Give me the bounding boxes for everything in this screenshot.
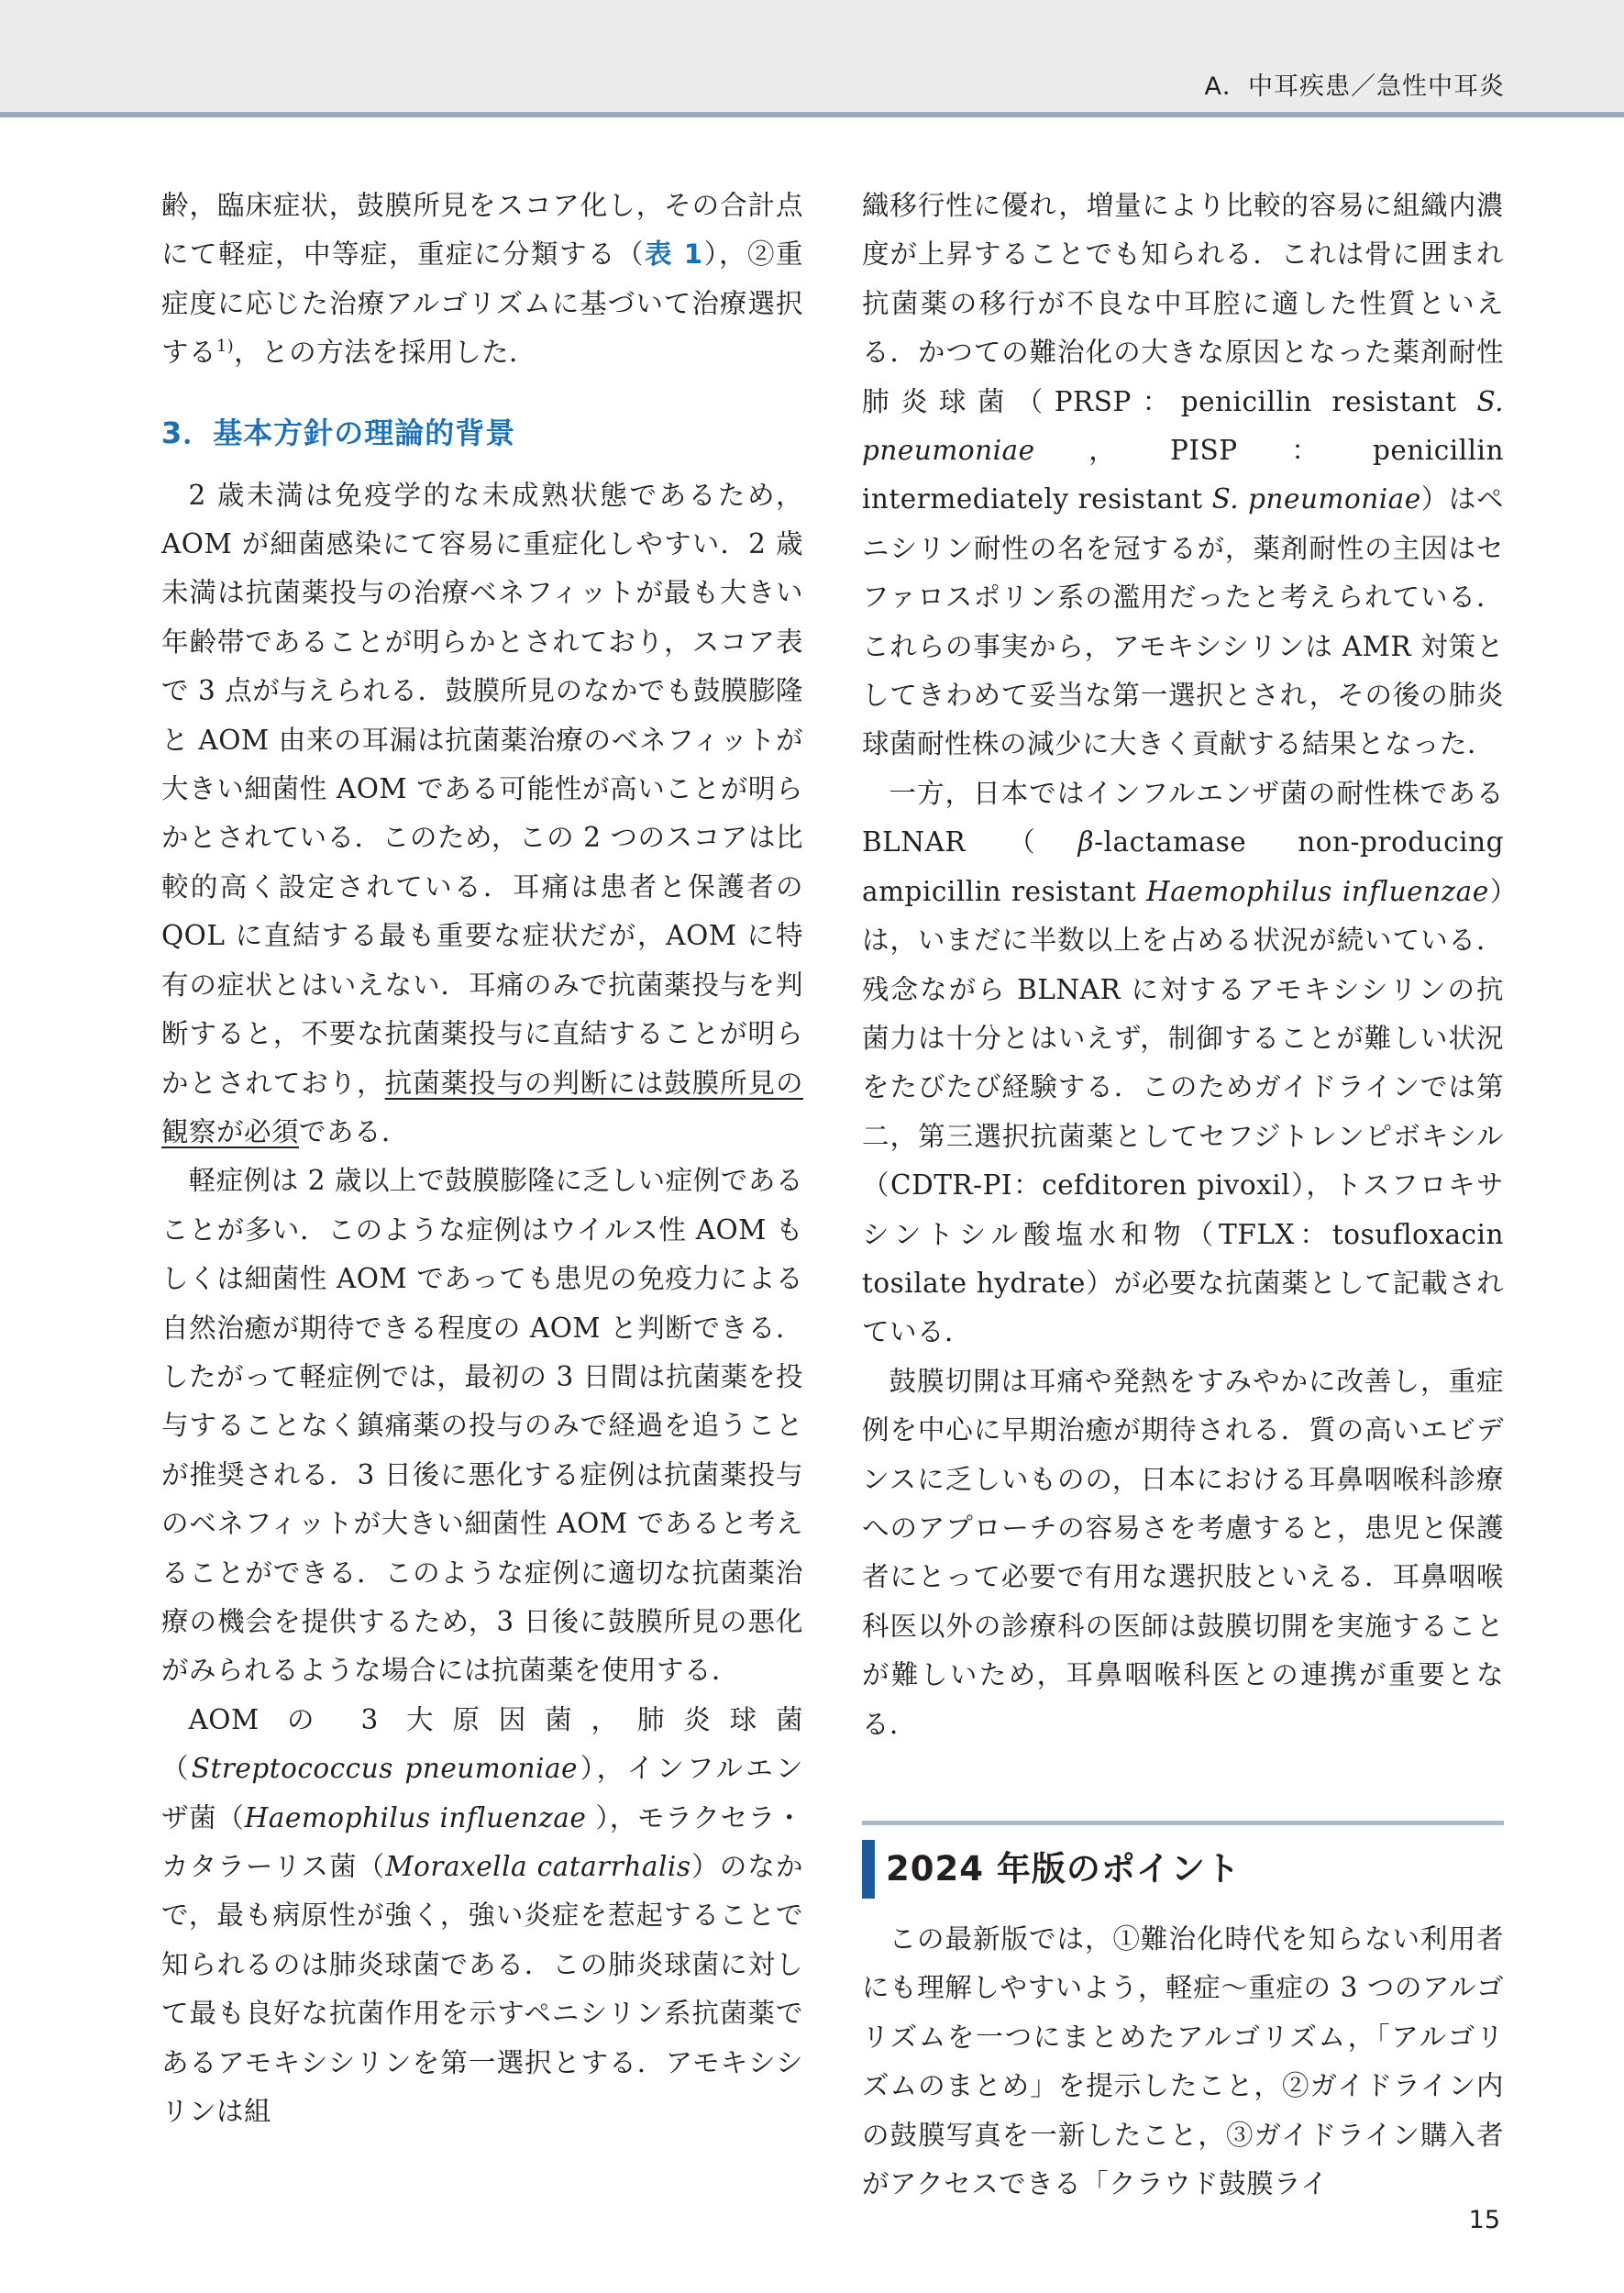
- left-column: [161, 182, 803, 2136]
- text-run: ）のなかで，最も病原性が強く，強い炎症を惹起することで知られるのは肺炎球菌である．この肺炎球菌に対して最も良好な抗菌作用を示すペニシリン系抗菌薬であるアモキシシリンを第一選択とする．アモキシシリンは組: [161, 1851, 803, 2128]
- point-accent-bar: [862, 1840, 875, 1899]
- underlined-key-sentence: 抗菌薬投与の判断には鼓膜所見の観察が必須: [161, 1067, 803, 1147]
- right-paragraph-3: 鼓膜切開は耳痛や発熱をすみやかに改善し，重症例を中心に早期治癒が期待される．質の高いエビデンスに乏しいものの，日本における耳鼻咽喉科診療へのアプローチの容易さを考慮すると，患児と保護者にとって必要で有用な選択肢といえる．耳鼻咽喉科医以外の診療科の医師は鼓膜切開を実施することが難しいため，耳鼻咽喉科医との連携が重要となる．: [862, 1365, 1504, 1740]
- text-run: -lactamase non-producing ampicillin resistant: [862, 826, 1504, 907]
- species-name: Streptococcus pneumoniae: [191, 1753, 579, 1785]
- text-run: ），インフルエンザ菌（: [161, 1753, 803, 1833]
- point-title: 2024 年版のポイント: [886, 1849, 1241, 1889]
- point-box: [862, 1821, 1504, 1899]
- beta-symbol: β: [1077, 826, 1095, 858]
- table-1-reference[interactable]: 表 1: [644, 238, 703, 271]
- species-name: Haemophilus influenzae: [244, 1801, 587, 1833]
- right-paragraph-2: [862, 770, 1504, 1357]
- running-head: A．中耳疾患／急性中耳炎: [1204, 72, 1505, 101]
- right-paragraph-1: [862, 182, 1504, 770]
- right-paragraph-4: この最新版では，①難治化時代を知らない利用者にも理解しやすいよう，軽症～重症の 3 つのアルゴリズムを一つにまとめたアルゴリズム，「アルゴリズムのまとめ」を提示したこと，②ガイドライン内の鼓膜写真を一新したこと，③ガイドライン購入者がアクセスできる「クラウド鼓膜ライ: [862, 1923, 1504, 2200]
- text-run: ，PISP：penicillin intermediately resistant: [862, 435, 1504, 515]
- text-run: 一方，日本ではインフルエンザ菌の耐性株である BLNAR（: [862, 777, 1504, 858]
- left-paragraph-1: [161, 182, 803, 378]
- species-name: Haemophilus influenzae: [1146, 875, 1489, 907]
- text-run: ）はペニシリン耐性の名を冠するが，薬剤耐性の主因はセファロスポリン系の濫用だったと考えられている．これらの事実から，アモキシシリンは AMR 対策としてきわめて妥当な第一選択とされ，その後の肺炎球菌耐性株の減少に大きく貢献する結果となった．: [862, 483, 1504, 760]
- citation-superscript[interactable]: 1): [216, 338, 235, 357]
- left-paragraph-4: [161, 1696, 803, 2137]
- text-run: ）は，いまだに半数以上を占める状況が続いている．残念ながら BLNAR に対するアモキシシリンの抗菌力は十分とはいえず，制御することが難しい状況をたびたび経験する．このためガイドラインでは第二，第三選択抗菌薬としてセフジトレンピボキシル（CDTR-PI：cefditoren pivoxil），トスフロキサシントシル酸塩水和物（TFLX：tosufloxacin tosilate hydrate）が必要な抗菌薬として記載されている．: [862, 875, 1504, 1348]
- text-run: ），②重症度に応じた治療アルゴリズムに基づいて治療選択する: [161, 238, 803, 369]
- text-run: ，との方法を採用した．: [234, 337, 537, 369]
- left-paragraph-2: [161, 471, 803, 1158]
- text-run: 2 歳未満は免疫学的な未成熟状態であるため，AOM が細菌感染にて容易に重症化しやすい．2 歳未満は抗菌薬投与の治療ベネフィットが最も大きい年齢帯であることが明らかとされており，スコア表で 3 点が与えられる．鼓膜所見のなかでも鼓膜膨隆と AOM 由来の耳漏は抗菌薬治療のベネフィットが大きい細菌性 AOM である可能性が高いことが明らかとされている．このため，この 2 つのスコアは比較的高く設定されている．耳痛は患者と保護者の QOL に直結する最も重要な症状だが，AOM に特有の症状とはいえない．耳痛のみで抗菌薬投与を判断すると，不要な抗菌薬投与に直結することが明らかとされており，: [161, 479, 803, 1099]
- species-name: S. pneumoniae: [862, 385, 1504, 467]
- left-paragraph-3: 軽症例は 2 歳以上で鼓膜膨隆に乏しい症例であることが多い．このような症例はウイルス性 AOM もしくは細菌性 AOM であっても患児の免疫力による自然治癒が期待できる程度の AOM と判断できる．したがって軽症例では，最初の 3 日間は抗菌薬を投与することなく鎮痛薬の投与のみで経過を追うことが推奨される．3 日後に悪化する症例は抗菌薬投与のベネフィットが大きい細菌性 AOM であると考えることができる．このような症例に適切な抗菌薬治療の機会を提供するため，3 日後に鼓膜所見の悪化がみられるような場合には抗菌薬を使用する．: [161, 1165, 803, 1687]
- page-number: 15: [1468, 2206, 1500, 2234]
- text-run: である．: [299, 1115, 410, 1147]
- section-3-heading: 3．基本方針の理論的背景: [161, 415, 516, 450]
- right-column: [862, 182, 1504, 2209]
- species-name: Moraxella catarrhalis: [385, 1851, 691, 1882]
- species-name: S. pneumoniae: [1211, 483, 1421, 515]
- text-run: AOM の 3 大原因菌，肺炎球菌（: [161, 1703, 803, 1785]
- text-run: ），モラクセラ・カタラーリス菌（: [161, 1801, 803, 1882]
- text-run: 齢，臨床症状，鼓膜所見をスコア化し，その合計点にて軽症，中等症，重症に分類する（: [161, 190, 803, 271]
- text-run: 織移行性に優れ，増量により比較的容易に組織内濃度が上昇することでも知られる．これは骨に囲まれ抗菌薬の移行が不良な中耳腔に適した性質といえる．かつての難治化の大きな原因となった薬剤耐性肺炎球菌（PRSP：penicillin resistant: [862, 190, 1504, 417]
